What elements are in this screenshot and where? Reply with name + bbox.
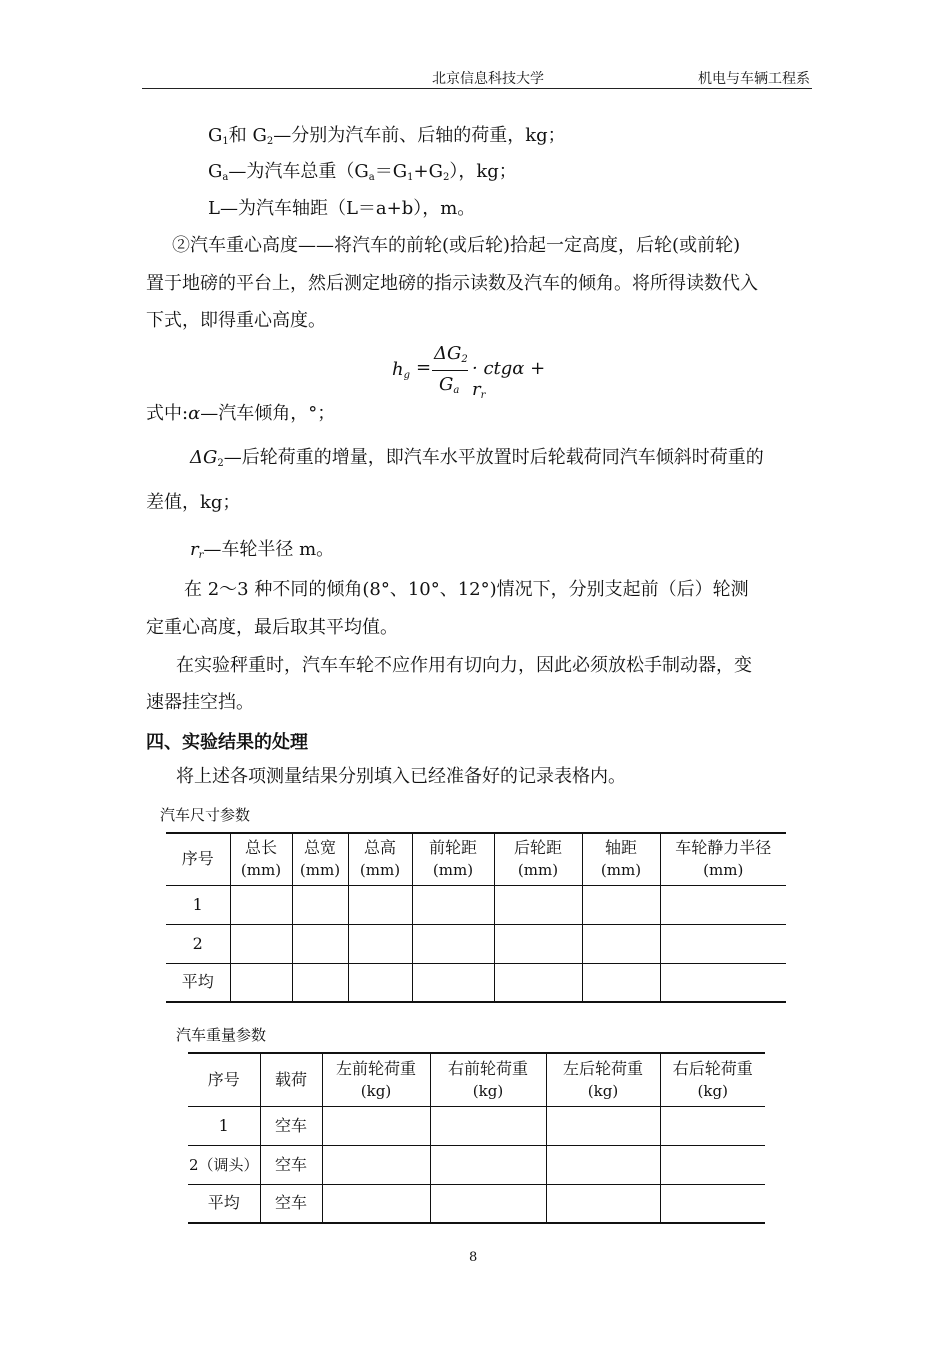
vehicle-weight-table [188,1052,765,1224]
table2-row-load: 空车 [260,1184,322,1223]
weigh-paragraph-line1: 在实验秤重时，汽车车轮不应作用有切向力，因此必须放松手制动器，变 [176,655,752,676]
table1-row-index: 1 [166,885,230,924]
table-cell[interactable] [494,963,582,1002]
table-row [166,885,786,924]
table-cell[interactable] [660,924,786,963]
cg-height-formula [392,343,562,403]
table2-header-cell: 载荷 [260,1053,322,1106]
table-row [188,1145,765,1184]
table-row [188,1106,765,1145]
table2-header-cell: 左前轮荷重 (kg) [322,1053,430,1106]
header-department: 机电与车辆工程系 [698,71,810,87]
table-row [188,1184,765,1223]
weigh-paragraph-line2: 速器挂空挡。 [146,692,254,713]
formula-lhs: $h_g$ [392,359,410,381]
table2-row-load: 空车 [260,1145,322,1184]
table-cell[interactable] [322,1145,430,1184]
table-row [166,924,786,963]
definition-ga: $G_a—$为汽车总重$(G_a=G_1+G_2)$，kg； [208,161,517,183]
table-cell[interactable] [660,885,786,924]
definition-g1-g2: $G_1$和 $G_2—$分别为汽车前、后轴的荷重，kg； [208,125,566,147]
table1-header-cell: 后轮距 (mm) [494,833,582,885]
table-row [166,963,786,1002]
cg-paragraph-line1: ②汽车重心高度——将汽车的前轮(或后轮)拾起一定高度，后轮(或前轮) [172,235,741,256]
where-delta-g2-line1: $\Delta G_2—$后轮荷重的增量，即汽车水平放置时后轮载荷同汽车倾斜时荷重的 [190,447,764,469]
table2-row-index: 2（调头） [188,1145,260,1184]
page-header [142,66,812,89]
table1-row-index: 平均 [166,963,230,1002]
table-cell[interactable] [546,1145,660,1184]
table-cell[interactable] [292,885,348,924]
table-cell[interactable] [230,963,292,1002]
formula-denominator: $G_a$ [439,374,460,396]
table1-header-cell: 总高 (mm) [348,833,412,885]
table-cell[interactable] [348,963,412,1002]
table1-header-cell: 前轮距 (mm) [412,833,494,885]
table2-header-cell: 右后轮荷重 (kg) [660,1053,765,1106]
table-cell[interactable] [412,885,494,924]
table-cell[interactable] [412,963,494,1002]
formula-numerator: $\Delta G_2$ [434,343,468,365]
table-cell[interactable] [292,924,348,963]
table-cell[interactable] [494,924,582,963]
table-cell[interactable] [430,1145,546,1184]
formula-fraction-bar [432,370,468,371]
angles-paragraph-line1: 在 2～3 种不同的倾角(8°、10°、12°)情况下，分别支起前（后）轮测 [184,579,749,600]
formula-rest: · $ctg\alpha + r_r$ [472,358,546,401]
table-cell[interactable] [348,885,412,924]
table2-caption: 汽车重量参数 [176,1026,267,1044]
table2-row-load: 空车 [260,1106,322,1145]
table1-header-cell: 总长 (mm) [230,833,292,885]
table2-header-cell: 右前轮荷重 (kg) [430,1053,546,1106]
definition-l: L—为汽车轴距（L＝a+b），m。 [208,198,476,219]
cg-paragraph-line2: 置于地磅的平台上，然后测定地磅的指示读数及汽车的倾角。将所得读数代入 [146,273,758,294]
table-cell[interactable] [292,963,348,1002]
table-cell[interactable] [660,963,786,1002]
table-cell[interactable] [230,924,292,963]
where-delta-g2-line2: 差值，kg； [146,492,241,513]
table2-header-row [188,1053,765,1106]
vehicle-dimensions-table [166,832,786,1003]
table-cell[interactable] [582,885,660,924]
table-cell[interactable] [348,924,412,963]
table-cell[interactable] [660,1145,765,1184]
section-title: 四、实验结果的处理 [146,732,308,753]
table-cell[interactable] [582,924,660,963]
table-cell[interactable] [546,1184,660,1223]
table-cell[interactable] [582,963,660,1002]
table-cell[interactable] [322,1184,430,1223]
table2-row-index: 1 [188,1106,260,1145]
table1-header-cell: 轴距 (mm) [582,833,660,885]
where-rr: $r_r—$车轮半径 m。 [190,539,335,561]
table1-header-row [166,833,786,885]
table1-caption: 汽车尺寸参数 [160,806,251,824]
table-cell[interactable] [660,1184,765,1223]
angles-paragraph-line2: 定重心高度，最后取其平均值。 [146,617,398,638]
table-cell[interactable] [546,1106,660,1145]
formula-equals: = [416,357,432,378]
table1-header-cell: 车轮静力半径 (mm) [660,833,786,885]
table-cell[interactable] [494,885,582,924]
page-number: 8 [469,1250,478,1265]
table1-row-index: 2 [166,924,230,963]
section-intro: 将上述各项测量结果分别填入已经准备好的记录表格内。 [176,766,626,787]
header-university: 北京信息科技大学 [432,71,544,87]
table-cell[interactable] [430,1106,546,1145]
table1-header-cell: 总宽 (mm) [292,833,348,885]
table2-header-cell: 序号 [188,1053,260,1106]
table-cell[interactable] [412,924,494,963]
cg-paragraph-line3: 下式，即得重心高度。 [146,310,326,331]
table-cell[interactable] [430,1184,546,1223]
table2-row-index: 平均 [188,1184,260,1223]
where-alpha: 式中:α—汽车倾角，°； [146,403,336,424]
table-cell[interactable] [322,1106,430,1145]
table2-header-cell: 左后轮荷重 (kg) [546,1053,660,1106]
table-cell[interactable] [230,885,292,924]
table1-header-cell: 序号 [166,833,230,885]
table-cell[interactable] [660,1106,765,1145]
